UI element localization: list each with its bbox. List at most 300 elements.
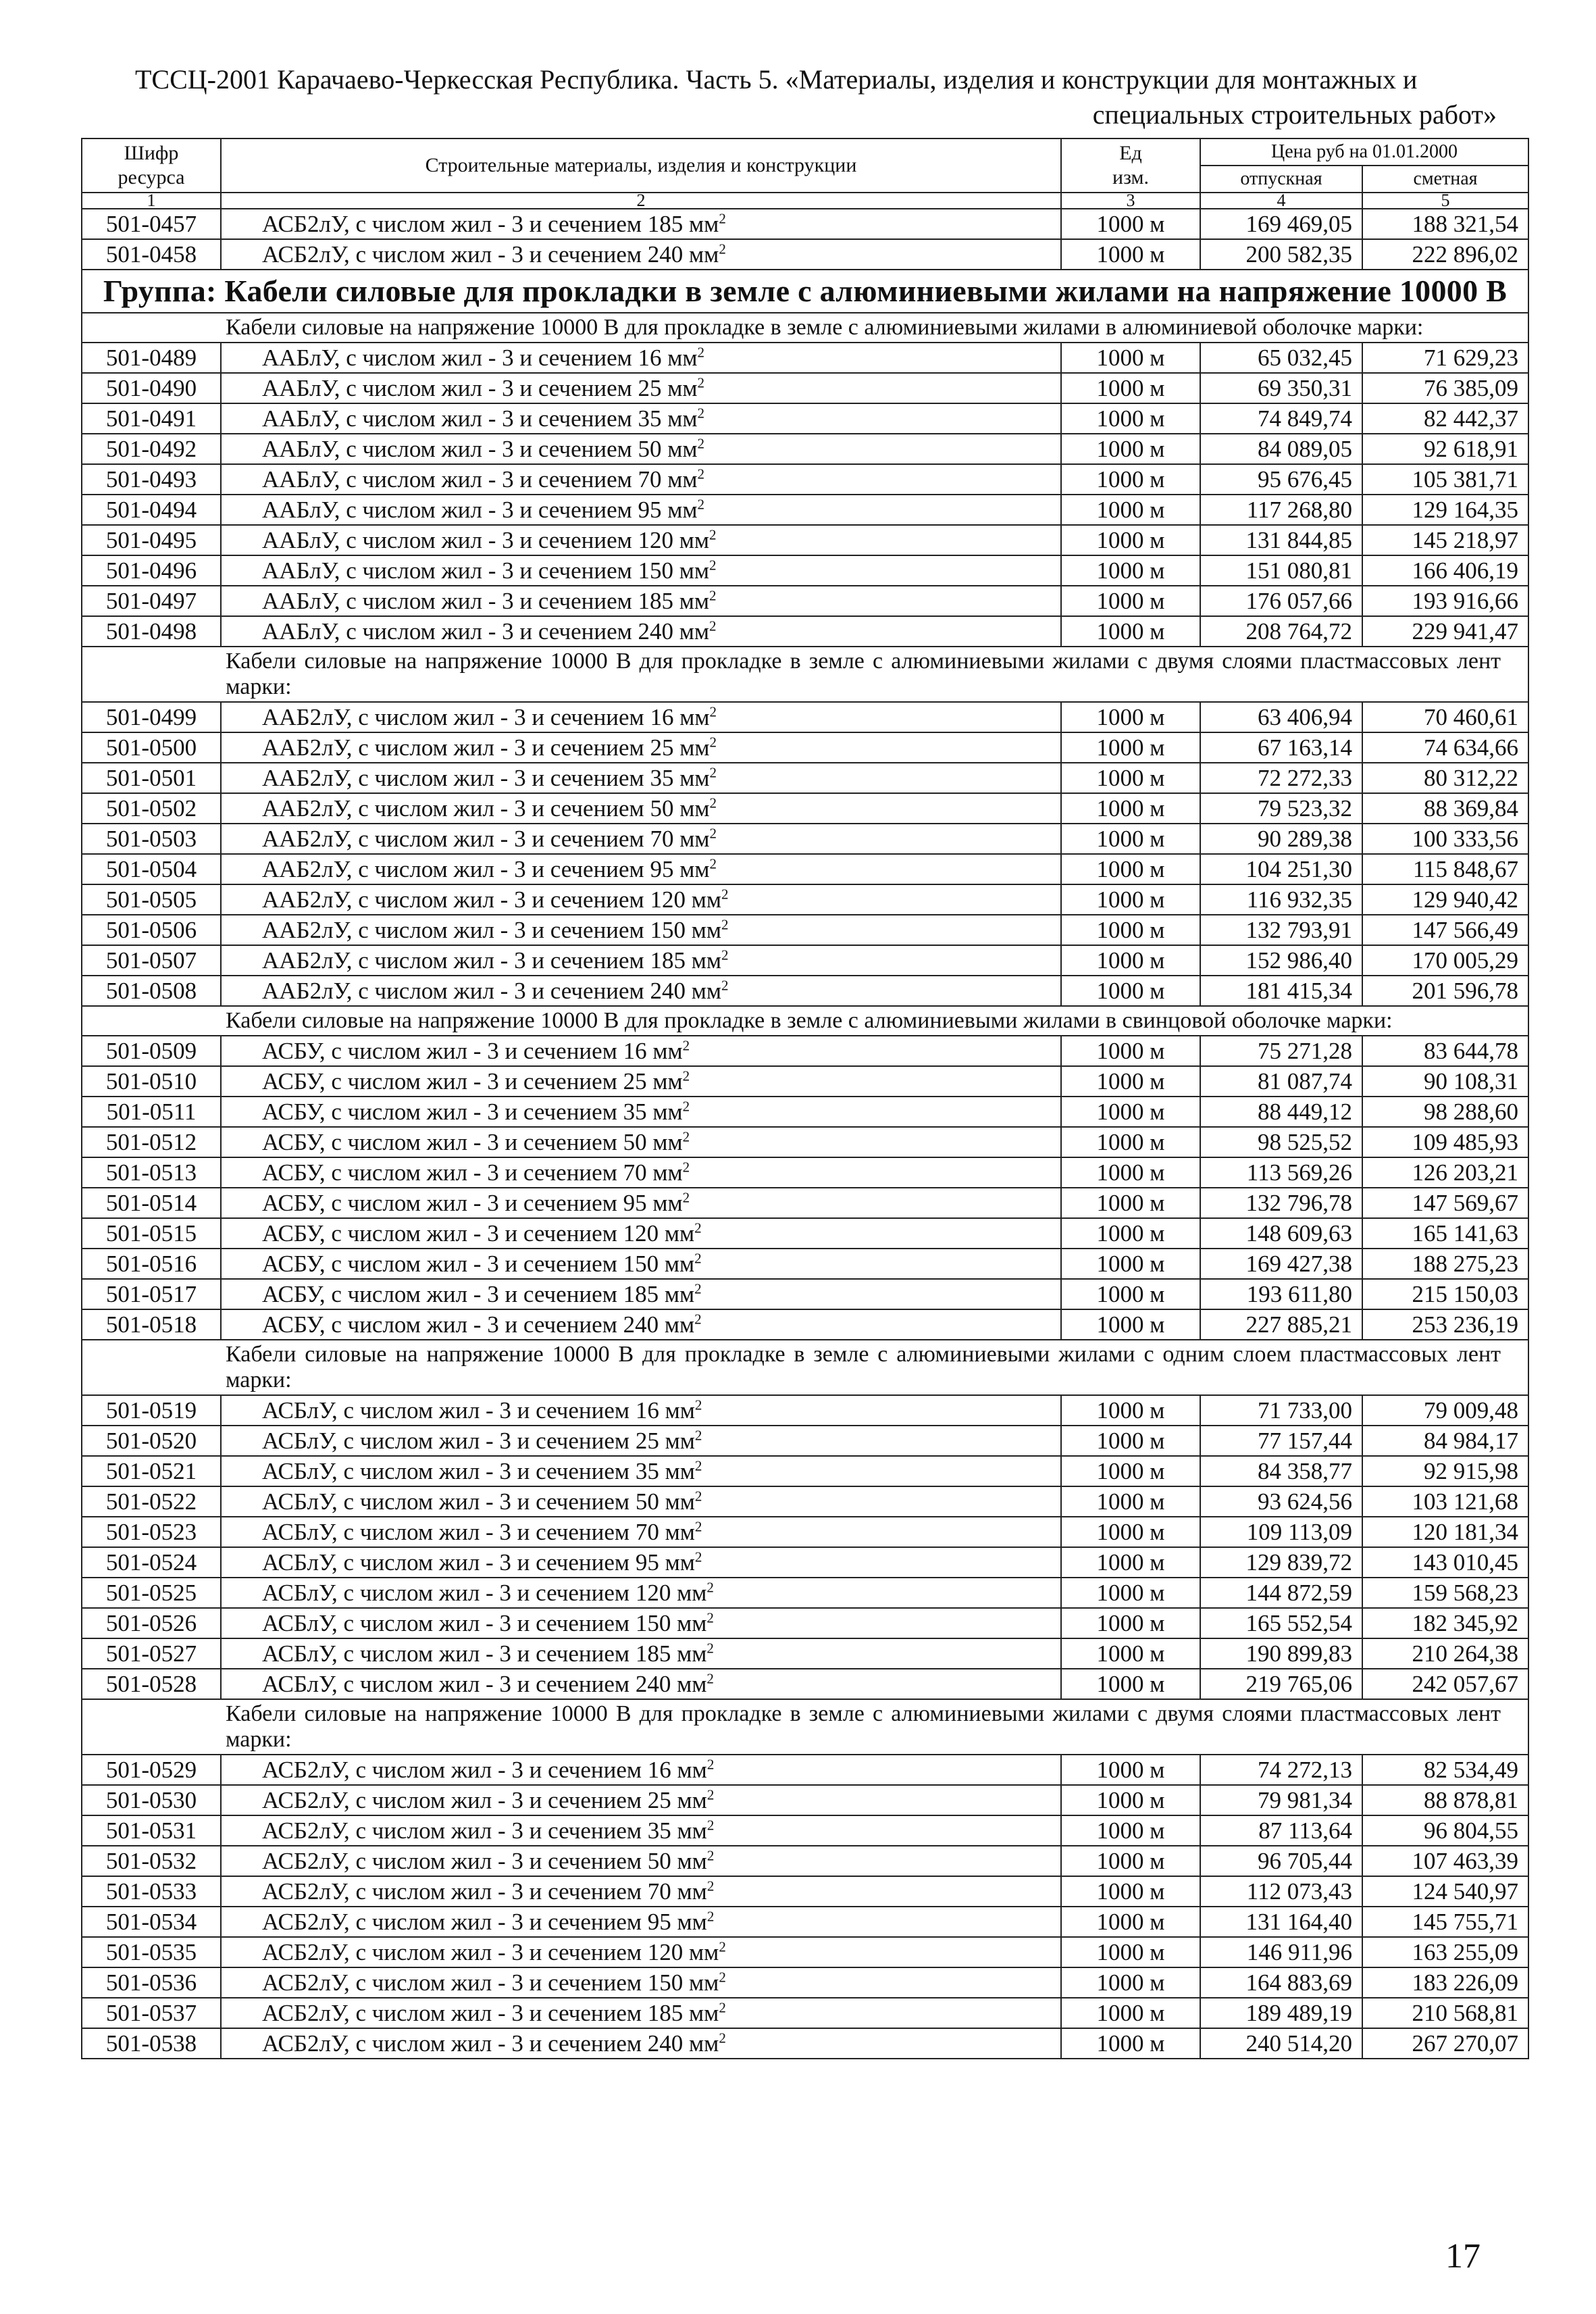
resource-code: 501-0489 <box>82 343 221 373</box>
material-name <box>221 1486 1061 1517</box>
unit-superscript: 2 <box>694 1280 702 1297</box>
resource-code: 501-0518 <box>82 1309 221 1340</box>
release-price: 84 358,77 <box>1200 1456 1362 1486</box>
unit-superscript: 2 <box>706 1578 714 1595</box>
unit-of-measure: 1000 м <box>1061 1395 1200 1426</box>
estimate-price: 71 629,23 <box>1362 343 1528 373</box>
table-row <box>82 1638 1528 1669</box>
material-name <box>221 2028 1061 2059</box>
estimate-price: 88 369,84 <box>1362 793 1528 824</box>
unit-superscript: 2 <box>694 1396 702 1413</box>
table-row <box>82 1426 1528 1456</box>
estimate-price: 126 203,21 <box>1362 1157 1528 1188</box>
page-number: 17 <box>1445 2237 1481 2275</box>
unit-of-measure: 1000 м <box>1061 1876 1200 1907</box>
material-name-text: АСБУ, с числом жил - 3 и сечением 50 мм <box>262 1128 683 1155</box>
unit-superscript: 2 <box>706 1877 715 1894</box>
unit-superscript: 2 <box>719 240 726 257</box>
resource-code: 501-0525 <box>82 1578 221 1608</box>
table-row <box>82 555 1528 586</box>
estimate-price: 193 916,66 <box>1362 586 1528 616</box>
unit-of-measure: 1000 м <box>1061 1785 1200 1815</box>
table-row <box>82 1036 1528 1066</box>
release-price: 227 885,21 <box>1200 1309 1362 1340</box>
resource-code: 501-0536 <box>82 1967 221 1998</box>
unit-of-measure: 1000 м <box>1061 1547 1200 1578</box>
material-name-text: ААБлУ, с числом жил - 3 и сечением 95 мм <box>262 496 698 523</box>
unit-superscript: 2 <box>706 1816 715 1833</box>
material-name <box>221 1785 1061 1815</box>
table-row <box>82 884 1528 915</box>
column-number: 1 <box>82 193 221 209</box>
header-line-2: специальных строительных работ» <box>1092 99 1497 130</box>
material-name-text: АСБУ, с числом жил - 3 и сечением 185 мм <box>262 1280 695 1307</box>
material-name-text: АСБУ, с числом жил - 3 и сечением 25 мм <box>262 1067 683 1095</box>
material-name <box>221 1157 1061 1188</box>
unit-superscript: 2 <box>694 1310 702 1327</box>
resource-code: 501-0500 <box>82 732 221 763</box>
release-price: 151 080,81 <box>1200 555 1362 586</box>
unit-of-measure: 1000 м <box>1061 1937 1200 1967</box>
unit-superscript: 2 <box>709 556 717 573</box>
resource-code: 501-0506 <box>82 915 221 945</box>
resource-code: 501-0507 <box>82 945 221 976</box>
release-price: 72 272,33 <box>1200 763 1362 793</box>
material-name <box>221 1249 1061 1279</box>
resource-code: 501-0537 <box>82 1998 221 2028</box>
unit-of-measure: 1000 м <box>1061 1188 1200 1218</box>
unit-superscript: 2 <box>706 1907 715 1924</box>
unit-superscript: 2 <box>721 915 729 932</box>
material-name-text: АСБлУ, с числом жил - 3 и сечением 95 мм <box>262 1549 695 1576</box>
unit-superscript: 2 <box>682 1036 690 1053</box>
release-price: 104 251,30 <box>1200 854 1362 884</box>
unit-superscript: 2 <box>709 617 717 634</box>
table-row <box>82 1218 1528 1249</box>
subgroup-row <box>82 1699 1528 1755</box>
material-name-text: АСБлУ, с числом жил - 3 и сечением 50 мм <box>262 1488 695 1515</box>
material-name-text: АСБлУ, с числом жил - 3 и сечением 25 мм <box>262 1427 695 1454</box>
table-row <box>82 2028 1528 2059</box>
col-header-release: отпускная <box>1200 166 1362 193</box>
material-name <box>221 1066 1061 1097</box>
unit-superscript: 2 <box>682 1097 690 1114</box>
resource-code: 501-0491 <box>82 403 221 434</box>
table-row <box>82 525 1528 555</box>
release-price: 84 089,05 <box>1200 434 1362 464</box>
release-price: 63 406,94 <box>1200 702 1362 732</box>
release-price: 95 676,45 <box>1200 464 1362 495</box>
unit-of-measure: 1000 м <box>1061 945 1200 976</box>
unit-superscript: 2 <box>682 1158 690 1175</box>
material-name <box>221 1097 1061 1127</box>
col-header-estimate: сметная <box>1362 166 1528 193</box>
material-name <box>221 1967 1061 1998</box>
col-header-unit: Ед изм. <box>1061 139 1200 193</box>
estimate-price: 109 485,93 <box>1362 1127 1528 1157</box>
material-name-text: АСБ2лУ, с числом жил - 3 и сечением 95 мм <box>262 1908 707 1935</box>
table-row <box>82 1608 1528 1638</box>
material-name <box>221 1547 1061 1578</box>
release-price: 90 289,38 <box>1200 824 1362 854</box>
table-row <box>82 1967 1528 1998</box>
estimate-price: 129 940,42 <box>1362 884 1528 915</box>
column-number: 4 <box>1200 193 1362 209</box>
unit-of-measure: 1000 м <box>1061 1066 1200 1097</box>
resource-code: 501-0538 <box>82 2028 221 2059</box>
unit-of-measure: 1000 м <box>1061 1608 1200 1638</box>
subgroup-description: Кабели силовые на напряжение 10000 В для прокладке в земле с алюминиевыми жилами с одним слоем пластмассовых лент марки: <box>82 1340 1528 1395</box>
resource-code: 501-0526 <box>82 1608 221 1638</box>
unit-superscript: 2 <box>682 1067 690 1084</box>
col-header-price: Цена руб на 01.01.2000 <box>1200 139 1528 166</box>
unit-superscript: 2 <box>709 794 717 811</box>
estimate-price: 103 121,68 <box>1362 1486 1528 1517</box>
unit-of-measure: 1000 м <box>1061 1249 1200 1279</box>
unit-superscript: 2 <box>694 1517 702 1534</box>
material-name-text: ААБ2лУ, с числом жил - 3 и сечением 120 мм <box>262 886 722 913</box>
table-row <box>82 1188 1528 1218</box>
material-name-text: ААБ2лУ, с числом жил - 3 и сечением 35 мм <box>262 764 710 791</box>
estimate-price: 188 321,54 <box>1362 209 1528 239</box>
release-price: 181 415,34 <box>1200 976 1362 1006</box>
estimate-price: 74 634,66 <box>1362 732 1528 763</box>
page-header <box>81 62 1497 132</box>
table-row <box>82 464 1528 495</box>
estimate-price: 163 255,09 <box>1362 1937 1528 1967</box>
table-row <box>82 1876 1528 1907</box>
material-name <box>221 1937 1061 1967</box>
material-name-text: ААБлУ, с числом жил - 3 и сечением 120 мм <box>262 526 710 553</box>
unit-superscript: 2 <box>709 526 717 543</box>
resource-code: 501-0458 <box>82 239 221 270</box>
col-header-name: Строительные материалы, изделия и конструкции <box>221 139 1061 193</box>
unit-superscript: 2 <box>719 1968 726 1985</box>
material-name <box>221 884 1061 915</box>
unit-superscript: 2 <box>719 1998 726 2015</box>
resource-code: 501-0509 <box>82 1036 221 1066</box>
resource-code: 501-0521 <box>82 1456 221 1486</box>
resource-code: 501-0524 <box>82 1547 221 1578</box>
material-name-text: АСБ2лУ, с числом жил - 3 и сечением 35 мм <box>262 1817 707 1844</box>
table-row <box>82 1157 1528 1188</box>
estimate-price: 129 164,35 <box>1362 495 1528 525</box>
unit-superscript: 2 <box>697 495 705 512</box>
table-row <box>82 1755 1528 1785</box>
material-name-text: АСБлУ, с числом жил - 3 и сечением 150 мм <box>262 1609 707 1636</box>
estimate-price: 210 568,81 <box>1362 1998 1528 2028</box>
material-name-text: ААБлУ, с числом жил - 3 и сечением 16 мм <box>262 344 698 371</box>
unit-of-measure: 1000 м <box>1061 1815 1200 1846</box>
unit-of-measure: 1000 м <box>1061 1309 1200 1340</box>
release-price: 132 796,78 <box>1200 1188 1362 1218</box>
resource-code: 501-0497 <box>82 586 221 616</box>
material-name-text: ААБ2лУ, с числом жил - 3 и сечением 150 мм <box>262 916 722 943</box>
material-name-text: ААБ2лУ, с числом жил - 3 и сечением 240 мм <box>262 977 722 1004</box>
resource-code: 501-0496 <box>82 555 221 586</box>
unit-of-measure: 1000 м <box>1061 732 1200 763</box>
unit-of-measure: 1000 м <box>1061 239 1200 270</box>
unit-of-measure: 1000 м <box>1061 1097 1200 1127</box>
estimate-price: 105 381,71 <box>1362 464 1528 495</box>
table-row <box>82 1815 1528 1846</box>
material-name <box>221 1669 1061 1699</box>
release-price: 132 793,91 <box>1200 915 1362 945</box>
material-name-text: АСБУ, с числом жил - 3 и сечением 240 мм <box>262 1311 695 1338</box>
material-name <box>221 1755 1061 1785</box>
unit-superscript: 2 <box>694 1457 702 1474</box>
unit-of-measure: 1000 м <box>1061 1517 1200 1547</box>
material-name-text: АСБУ, с числом жил - 3 и сечением 70 мм <box>262 1159 683 1186</box>
release-price: 93 624,56 <box>1200 1486 1362 1517</box>
unit-of-measure: 1000 м <box>1061 1998 1200 2028</box>
unit-of-measure: 1000 м <box>1061 976 1200 1006</box>
estimate-price: 92 915,98 <box>1362 1456 1528 1486</box>
material-name <box>221 525 1061 555</box>
unit-superscript: 2 <box>697 343 705 360</box>
material-name <box>221 976 1061 1006</box>
estimate-price: 143 010,45 <box>1362 1547 1528 1578</box>
unit-of-measure: 1000 м <box>1061 525 1200 555</box>
unit-of-measure: 1000 м <box>1061 1846 1200 1876</box>
unit-of-measure: 1000 м <box>1061 1426 1200 1456</box>
table-row <box>82 343 1528 373</box>
table-row <box>82 239 1528 270</box>
release-price: 69 350,31 <box>1200 373 1362 403</box>
resource-code: 501-0510 <box>82 1066 221 1097</box>
unit-superscript: 2 <box>709 855 717 872</box>
material-name <box>221 1426 1061 1456</box>
resource-code: 501-0531 <box>82 1815 221 1846</box>
unit-of-measure: 1000 м <box>1061 1218 1200 1249</box>
estimate-price: 215 150,03 <box>1362 1279 1528 1309</box>
subgroup-description: Кабели силовые на напряжение 10000 В для прокладке в земле с алюминиевыми жилами с двумя слоями пластмассовых лент марки: <box>82 647 1528 702</box>
unit-of-measure: 1000 м <box>1061 1036 1200 1066</box>
subgroup-description: Кабели силовые на напряжение 10000 В для прокладке в земле с алюминиевыми жилами в свинцовой оболочке марки: <box>82 1006 1528 1036</box>
unit-of-measure: 1000 м <box>1061 915 1200 945</box>
table-row <box>82 1249 1528 1279</box>
column-number: 3 <box>1061 193 1200 209</box>
table-row <box>82 1785 1528 1815</box>
subgroup-row <box>82 313 1528 343</box>
unit-superscript: 2 <box>709 824 717 841</box>
release-price: 98 525,52 <box>1200 1127 1362 1157</box>
estimate-price: 115 848,67 <box>1362 854 1528 884</box>
release-price: 109 113,09 <box>1200 1517 1362 1547</box>
resource-code: 501-0520 <box>82 1426 221 1456</box>
estimate-price: 124 540,97 <box>1362 1876 1528 1907</box>
estimate-price: 159 568,23 <box>1362 1578 1528 1608</box>
resource-code: 501-0495 <box>82 525 221 555</box>
estimate-price: 170 005,29 <box>1362 945 1528 976</box>
resource-code: 501-0494 <box>82 495 221 525</box>
unit-of-measure: 1000 м <box>1061 854 1200 884</box>
release-price: 65 032,45 <box>1200 343 1362 373</box>
release-price: 117 268,80 <box>1200 495 1362 525</box>
release-price: 113 569,26 <box>1200 1157 1362 1188</box>
resource-code: 501-0527 <box>82 1638 221 1669</box>
unit-superscript: 2 <box>709 586 717 603</box>
estimate-price: 253 236,19 <box>1362 1309 1528 1340</box>
resource-code: 501-0534 <box>82 1907 221 1937</box>
material-name-text: АСБУ, с числом жил - 3 и сечением 35 мм <box>262 1098 683 1125</box>
material-name <box>221 1036 1061 1066</box>
resource-code: 501-0511 <box>82 1097 221 1127</box>
unit-of-measure: 1000 м <box>1061 586 1200 616</box>
unit-superscript: 2 <box>694 1426 702 1443</box>
unit-superscript: 2 <box>721 946 729 963</box>
release-price: 189 489,19 <box>1200 1998 1362 2028</box>
material-name-text: АСБУ, с числом жил - 3 и сечением 16 мм <box>262 1037 683 1064</box>
estimate-price: 84 984,17 <box>1362 1426 1528 1456</box>
estimate-price: 70 460,61 <box>1362 702 1528 732</box>
unit-of-measure: 1000 м <box>1061 1755 1200 1785</box>
release-price: 131 164,40 <box>1200 1907 1362 1937</box>
material-name-text: АСБУ, с числом жил - 3 и сечением 150 мм <box>262 1250 695 1277</box>
material-name <box>221 1998 1061 2028</box>
unit-of-measure: 1000 м <box>1061 884 1200 915</box>
resource-code: 501-0513 <box>82 1157 221 1188</box>
release-price: 164 883,69 <box>1200 1967 1362 1998</box>
material-name <box>221 1608 1061 1638</box>
estimate-price: 242 057,67 <box>1362 1669 1528 1699</box>
table-row <box>82 793 1528 824</box>
group-heading-row <box>82 270 1528 313</box>
material-name-text: АСБ2лУ, с числом жил - 3 и сечением 120 мм <box>262 1938 719 1965</box>
unit-superscript: 2 <box>694 1487 702 1504</box>
unit-superscript: 2 <box>706 1846 715 1863</box>
material-name-text: ААБлУ, с числом жил - 3 и сечением 185 мм <box>262 587 710 614</box>
subgroup-row <box>82 647 1528 702</box>
material-name-text: АСБ2лУ, с числом жил - 3 и сечением 150 мм <box>262 1969 719 1996</box>
material-name <box>221 945 1061 976</box>
material-name <box>221 702 1061 732</box>
unit-superscript: 2 <box>719 2029 726 2046</box>
subgroup-row <box>82 1340 1528 1395</box>
material-name-text: ААБ2лУ, с числом жил - 3 и сечением 70 мм <box>262 825 710 852</box>
unit-of-measure: 1000 м <box>1061 1486 1200 1517</box>
resource-code: 501-0517 <box>82 1279 221 1309</box>
release-price: 169 469,05 <box>1200 209 1362 239</box>
material-name <box>221 763 1061 793</box>
material-name <box>221 793 1061 824</box>
resource-code: 501-0523 <box>82 1517 221 1547</box>
col-header-code: Шифр ресурса <box>82 139 221 193</box>
material-name-text: АСБ2лУ, с числом жил - 3 и сечением 240 мм <box>262 2030 719 2057</box>
release-price: 148 609,63 <box>1200 1218 1362 1249</box>
estimate-price: 210 264,38 <box>1362 1638 1528 1669</box>
estimate-price: 92 618,91 <box>1362 434 1528 464</box>
estimate-price: 165 141,63 <box>1362 1218 1528 1249</box>
subgroup-row <box>82 1006 1528 1036</box>
table-row <box>82 1309 1528 1340</box>
table-row <box>82 1998 1528 2028</box>
resource-code: 501-0514 <box>82 1188 221 1218</box>
unit-of-measure: 1000 м <box>1061 495 1200 525</box>
material-name <box>221 495 1061 525</box>
unit-of-measure: 1000 м <box>1061 616 1200 647</box>
material-name <box>221 1456 1061 1486</box>
estimate-price: 83 644,78 <box>1362 1036 1528 1066</box>
material-name-text: ААБлУ, с числом жил - 3 и сечением 35 мм <box>262 405 698 432</box>
material-name <box>221 854 1061 884</box>
subgroup-description: Кабели силовые на напряжение 10000 В для прокладке в земле с алюминиевыми жилами с двумя слоями пластмассовых лент марки: <box>82 1699 1528 1755</box>
unit-superscript: 2 <box>706 1639 714 1656</box>
unit-of-measure: 1000 м <box>1061 1907 1200 1937</box>
material-name <box>221 1188 1061 1218</box>
unit-of-measure: 1000 м <box>1061 2028 1200 2059</box>
estimate-price: 82 534,49 <box>1362 1755 1528 1785</box>
unit-of-measure: 1000 м <box>1061 1157 1200 1188</box>
unit-superscript: 2 <box>719 1938 726 1955</box>
material-name <box>221 464 1061 495</box>
table-row <box>82 915 1528 945</box>
estimate-price: 88 878,81 <box>1362 1785 1528 1815</box>
unit-of-measure: 1000 м <box>1061 1669 1200 1699</box>
resource-code: 501-0503 <box>82 824 221 854</box>
release-price: 77 157,44 <box>1200 1426 1362 1456</box>
unit-of-measure: 1000 м <box>1061 763 1200 793</box>
resource-code: 501-0533 <box>82 1876 221 1907</box>
group-heading: Группа: Кабели силовые для прокладки в земле с алюминиевыми жилами на напряжение 10000 В <box>82 270 1528 313</box>
release-price: 116 932,35 <box>1200 884 1362 915</box>
material-name <box>221 586 1061 616</box>
estimate-price: 80 312,22 <box>1362 763 1528 793</box>
release-price: 74 849,74 <box>1200 403 1362 434</box>
table-row <box>82 763 1528 793</box>
material-name-text: ААБ2лУ, с числом жил - 3 и сечением 95 мм <box>262 855 710 882</box>
unit-superscript: 2 <box>694 1548 702 1565</box>
material-name-text: АСБ2лУ, с числом жил - 3 и сечением 185 мм <box>262 210 719 237</box>
table-row <box>82 1578 1528 1608</box>
material-name-text: ААБ2лУ, с числом жил - 3 и сечением 50 мм <box>262 795 710 822</box>
resource-code: 501-0528 <box>82 1669 221 1699</box>
unit-superscript: 2 <box>719 209 726 226</box>
table-row <box>82 1395 1528 1426</box>
material-name-text: ААБлУ, с числом жил - 3 и сечением 50 мм <box>262 435 698 462</box>
table-row <box>82 1279 1528 1309</box>
release-price: 81 087,74 <box>1200 1066 1362 1097</box>
estimate-price: 229 941,47 <box>1362 616 1528 647</box>
release-price: 208 764,72 <box>1200 616 1362 647</box>
unit-superscript: 2 <box>694 1219 702 1236</box>
unit-of-measure: 1000 м <box>1061 793 1200 824</box>
estimate-price: 145 218,97 <box>1362 525 1528 555</box>
table-row <box>82 616 1528 647</box>
material-name <box>221 373 1061 403</box>
material-name <box>221 1876 1061 1907</box>
header-line-1: ТССЦ-2001 Карачаево-Черкесская Республика. Часть 5. «Материалы, изделия и конструкции для монтажных и <box>135 64 1418 95</box>
table-row <box>82 824 1528 854</box>
unit-of-measure: 1000 м <box>1061 702 1200 732</box>
material-name-text: АСБлУ, с числом жил - 3 и сечением 70 мм <box>262 1518 695 1545</box>
resource-code: 501-0516 <box>82 1249 221 1279</box>
unit-of-measure: 1000 м <box>1061 373 1200 403</box>
material-name-text: ААБлУ, с числом жил - 3 и сечением 150 мм <box>262 557 710 584</box>
unit-of-measure: 1000 м <box>1061 209 1200 239</box>
resource-code: 501-0530 <box>82 1785 221 1815</box>
unit-of-measure: 1000 м <box>1061 1638 1200 1669</box>
table-row <box>82 403 1528 434</box>
material-name <box>221 555 1061 586</box>
release-price: 79 981,34 <box>1200 1785 1362 1815</box>
material-name-text: ААБ2лУ, с числом жил - 3 и сечением 16 мм <box>262 703 710 730</box>
release-price: 165 552,54 <box>1200 1608 1362 1638</box>
material-name <box>221 915 1061 945</box>
table-row <box>82 1456 1528 1486</box>
price-table <box>81 138 1529 2059</box>
release-price: 129 839,72 <box>1200 1547 1362 1578</box>
